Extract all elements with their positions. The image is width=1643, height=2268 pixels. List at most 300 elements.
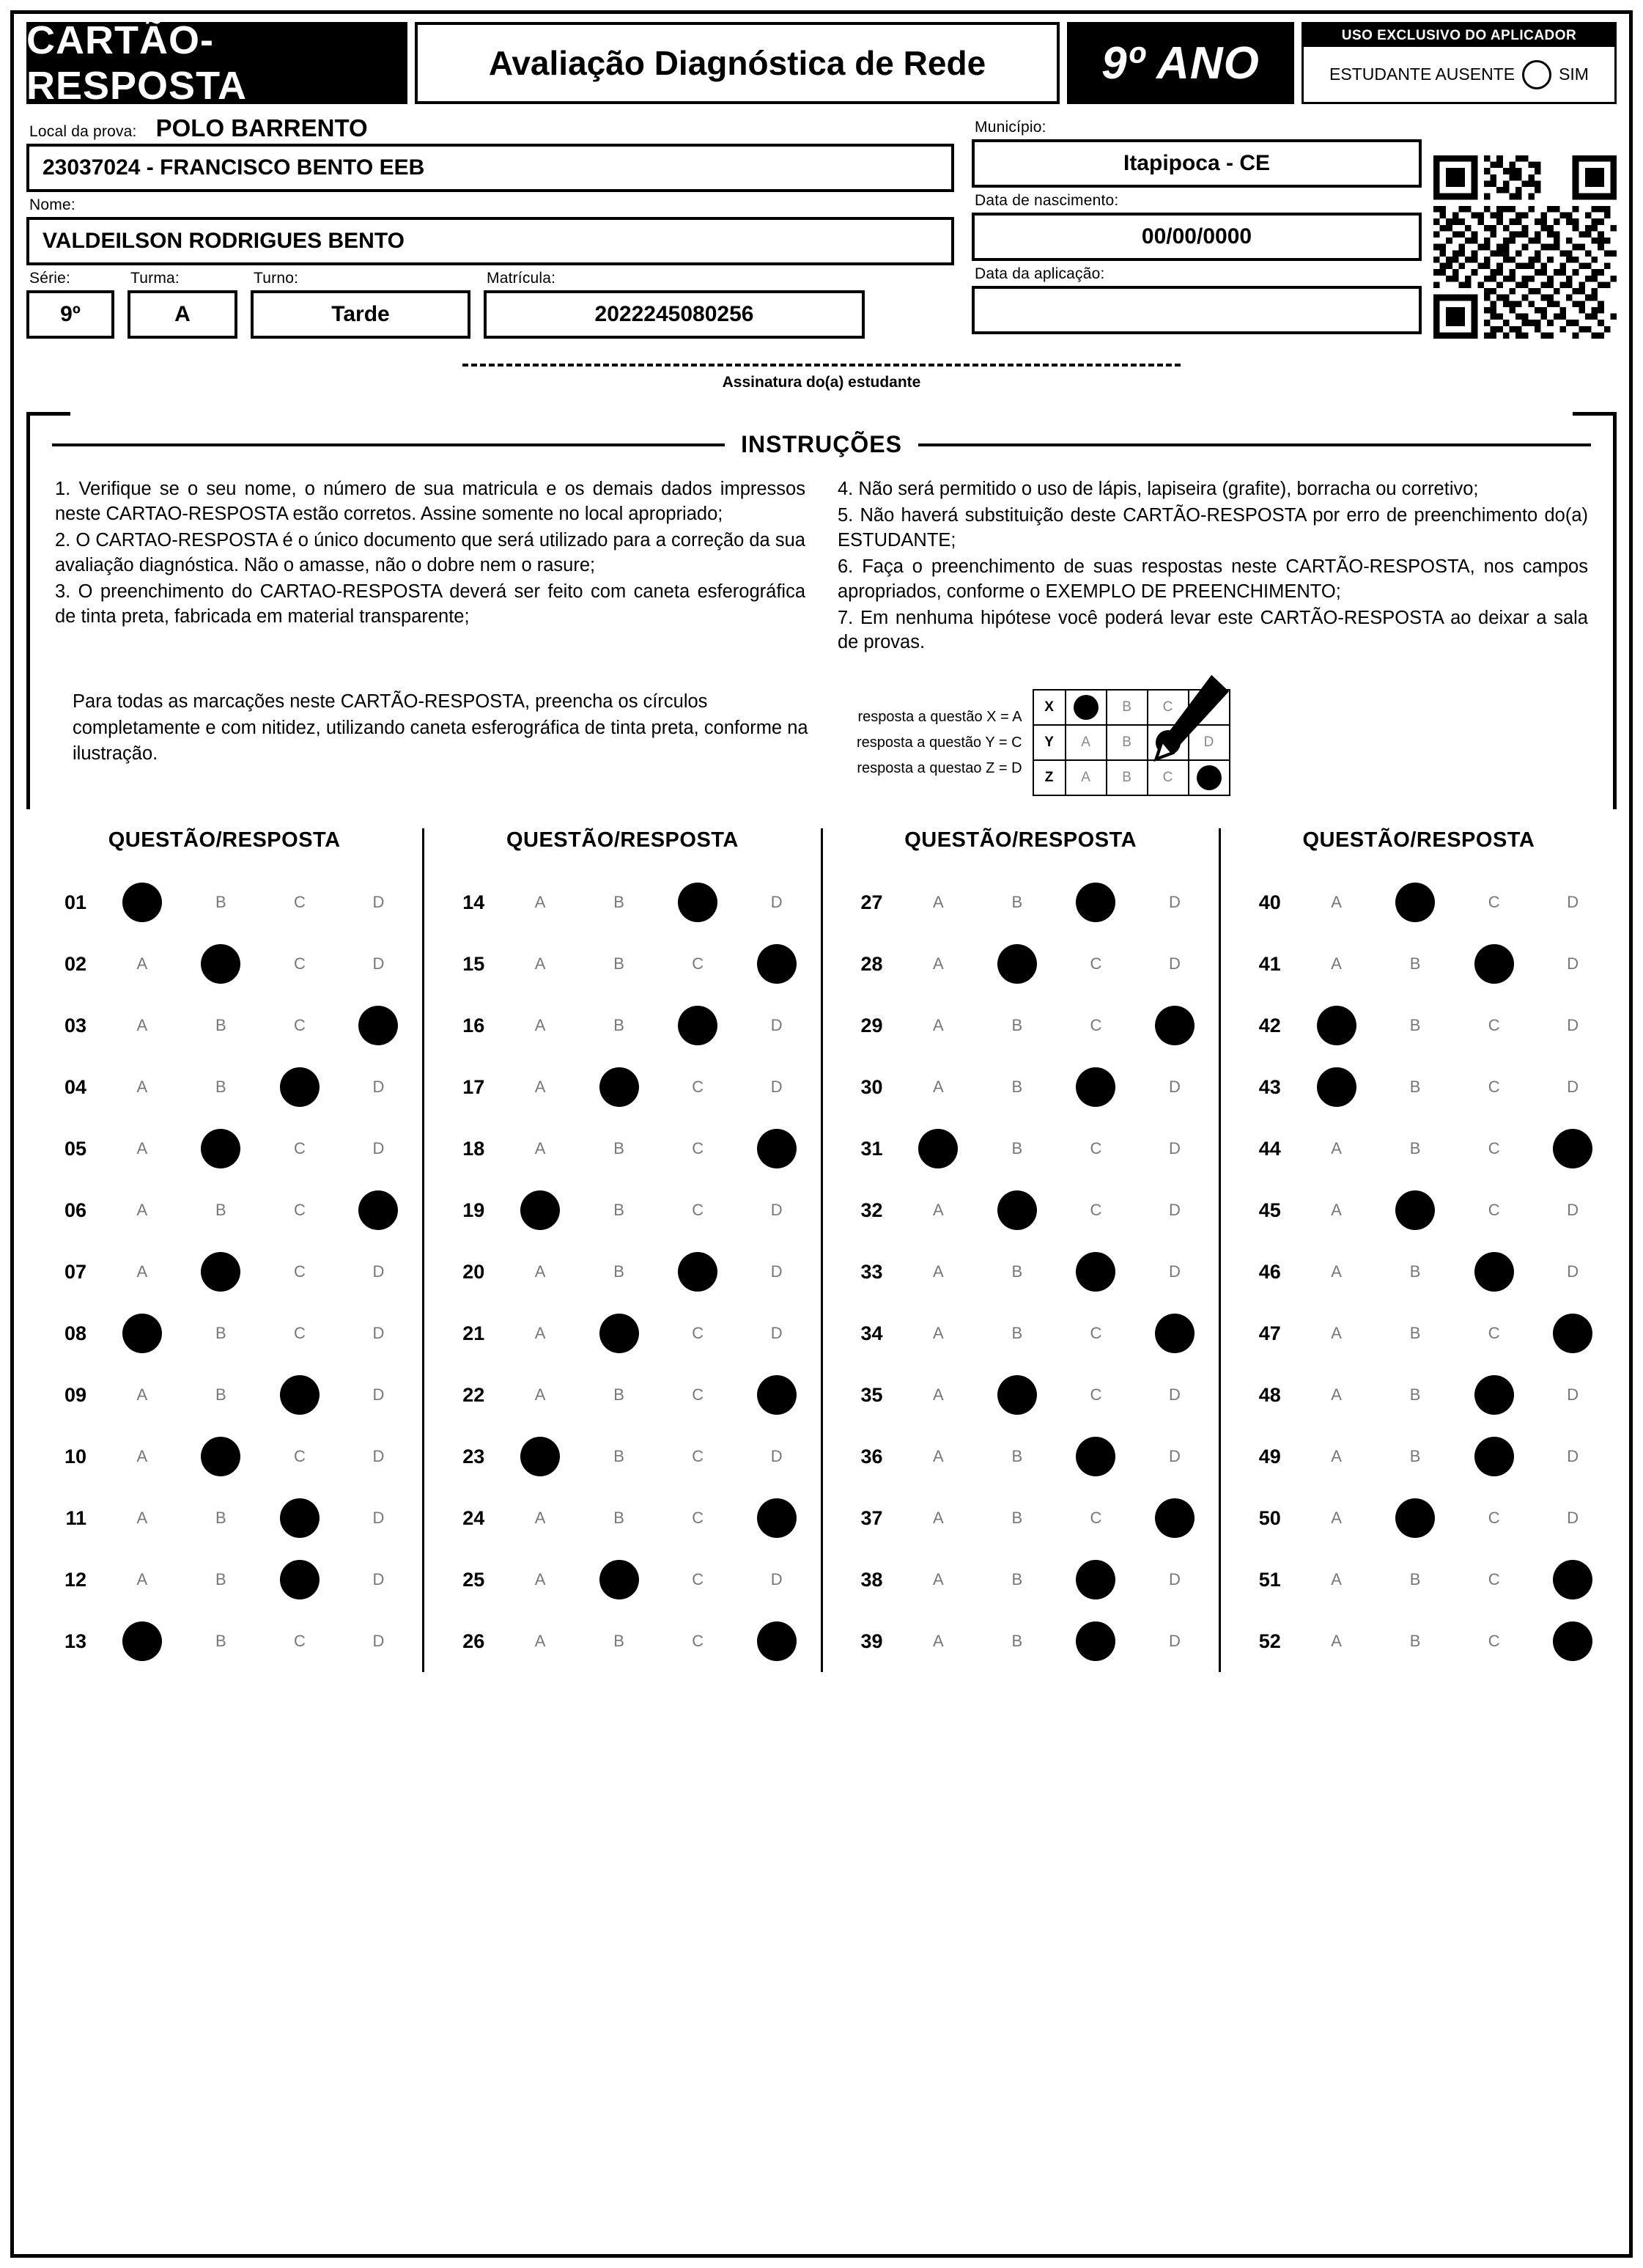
bubble-a[interactable]: A xyxy=(136,1078,148,1097)
example-bubble: A xyxy=(1066,725,1107,760)
question-number: 18 xyxy=(462,1137,485,1160)
bubble-d[interactable] xyxy=(359,1006,397,1045)
bubble-c[interactable]: C xyxy=(293,1201,306,1220)
answer-row xyxy=(429,1241,816,1303)
question-number: 27 xyxy=(860,891,883,913)
bubble-b[interactable]: B xyxy=(215,893,226,912)
bubble-b[interactable] xyxy=(600,1068,638,1106)
bubble-b[interactable]: B xyxy=(215,1570,226,1589)
bubble-d[interactable]: D xyxy=(1169,954,1181,973)
signature-area xyxy=(26,364,1617,391)
bubble-d[interactable]: D xyxy=(770,1016,783,1035)
instructions-rule-right xyxy=(918,443,1591,446)
signature-label: Assinatura do(a) estudante xyxy=(722,374,921,391)
bubble-b[interactable]: B xyxy=(1011,1632,1023,1651)
bubble-d[interactable]: D xyxy=(372,893,385,912)
bubble-c[interactable]: C xyxy=(1090,954,1102,973)
bubble-c[interactable]: C xyxy=(293,893,306,912)
bubble-d[interactable] xyxy=(758,945,796,983)
question-number: 43 xyxy=(1258,1075,1281,1098)
question-number: 37 xyxy=(860,1506,883,1529)
bubble-c[interactable] xyxy=(281,1561,319,1599)
bubble-b[interactable]: B xyxy=(1011,1447,1023,1466)
bubble-b[interactable] xyxy=(1396,883,1434,921)
bubble-c[interactable]: C xyxy=(1488,1570,1500,1589)
bubble-a[interactable] xyxy=(123,1622,161,1660)
bubble-d[interactable]: D xyxy=(1567,1509,1579,1528)
answer-column-2 xyxy=(422,828,820,1672)
bubble-a[interactable]: A xyxy=(932,893,944,912)
bubble-d[interactable] xyxy=(1554,1314,1592,1352)
bubble-c[interactable] xyxy=(1475,1253,1513,1291)
bubble-a[interactable]: A xyxy=(136,1201,148,1220)
bubble-c[interactable]: C xyxy=(692,954,704,973)
bubble-c[interactable]: C xyxy=(692,1078,704,1097)
bubble-d[interactable] xyxy=(359,1191,397,1229)
bubble-d[interactable]: D xyxy=(1169,1385,1181,1404)
bubble-a[interactable]: A xyxy=(1331,954,1342,973)
absent-sim-label: SIM xyxy=(1559,65,1589,84)
bubble-d[interactable]: D xyxy=(1169,893,1181,912)
bubble-b[interactable]: B xyxy=(1409,1447,1421,1466)
question-number: 19 xyxy=(462,1199,485,1221)
bubble-b[interactable]: B xyxy=(1011,1509,1023,1528)
answer-row xyxy=(429,1610,816,1672)
question-number: 26 xyxy=(462,1630,485,1652)
bubble-a[interactable]: A xyxy=(932,1262,944,1281)
turma-label: Turma: xyxy=(130,270,180,287)
bubble-a[interactable] xyxy=(521,1191,559,1229)
bubble-c[interactable]: C xyxy=(1090,1016,1102,1035)
bubble-a[interactable]: A xyxy=(1331,1139,1342,1158)
bubble-b[interactable]: B xyxy=(1011,1016,1023,1035)
bubble-b[interactable] xyxy=(1396,1191,1434,1229)
bubble-a[interactable] xyxy=(919,1130,957,1168)
answer-row xyxy=(429,995,816,1056)
bubble-b[interactable]: B xyxy=(1409,1570,1421,1589)
answer-column-header: QUESTÃO/RESPOSTA xyxy=(108,828,341,853)
answer-row xyxy=(1225,872,1612,933)
bubble-d[interactable]: D xyxy=(770,1447,783,1466)
question-number: 51 xyxy=(1258,1568,1281,1591)
bubble-a[interactable]: A xyxy=(534,1324,546,1343)
bubble-d[interactable]: D xyxy=(770,1201,783,1220)
bubble-c[interactable]: C xyxy=(1090,1201,1102,1220)
bubble-b[interactable]: B xyxy=(1409,1139,1421,1158)
answer-row xyxy=(31,1179,418,1241)
bubble-d[interactable]: D xyxy=(1567,1262,1579,1281)
bubble-c[interactable]: C xyxy=(1488,1509,1500,1528)
bubble-b[interactable] xyxy=(600,1561,638,1599)
bubble-c[interactable]: C xyxy=(293,1324,306,1343)
answer-column-header: QUESTÃO/RESPOSTA xyxy=(506,828,739,853)
bubble-b[interactable] xyxy=(202,1437,240,1476)
answer-row xyxy=(827,1056,1214,1118)
bubble-c[interactable] xyxy=(1077,883,1115,921)
nascimento-label: Data de nascimento: xyxy=(975,192,1119,209)
bubble-b[interactable] xyxy=(1396,1499,1434,1537)
cartao-resposta-title: CARTÃO-RESPOSTA xyxy=(26,22,407,104)
bubble-a[interactable]: A xyxy=(1331,1262,1342,1281)
bubble-b[interactable] xyxy=(202,945,240,983)
bubble-d[interactable] xyxy=(1554,1622,1592,1660)
bubble-d[interactable]: D xyxy=(770,1262,783,1281)
student-name-box: VALDEILSON RODRIGUES BENTO xyxy=(26,217,954,265)
answer-row xyxy=(429,1118,816,1179)
bubble-b[interactable]: B xyxy=(1011,1262,1023,1281)
bubble-a[interactable] xyxy=(1318,1006,1356,1045)
answer-row xyxy=(827,995,1214,1056)
bubble-b[interactable] xyxy=(202,1130,240,1168)
answer-row xyxy=(31,1241,418,1303)
answer-row xyxy=(31,1610,418,1672)
bubble-a[interactable]: A xyxy=(932,1447,944,1466)
bubble-c[interactable]: C xyxy=(1090,1509,1102,1528)
bubble-d[interactable]: D xyxy=(372,1262,385,1281)
bubble-a[interactable]: A xyxy=(534,1632,546,1651)
instruction-item: 4. Não será permitido o uso de lápis, lapiseira (grafite), borracha ou corretivo; xyxy=(838,479,1479,499)
answer-row xyxy=(429,1179,816,1241)
bubble-c[interactable] xyxy=(281,1499,319,1537)
instruction-item: 5. Não haverá substituição deste CARTÃO-RESPOSTA por erro de preenchimento do(a) ESTUDANTE; xyxy=(838,504,1588,551)
question-number: 29 xyxy=(860,1014,883,1037)
bubble-d[interactable]: D xyxy=(1567,1447,1579,1466)
question-number: 24 xyxy=(462,1506,485,1529)
bubble-d[interactable]: D xyxy=(372,954,385,973)
bubble-c[interactable] xyxy=(679,1006,717,1045)
bubble-a[interactable]: A xyxy=(1331,1385,1342,1404)
bubble-a[interactable]: A xyxy=(136,1570,148,1589)
bubble-a[interactable]: A xyxy=(932,1201,944,1220)
answer-row xyxy=(31,1364,418,1426)
bubble-b[interactable]: B xyxy=(1011,1139,1023,1158)
bubble-d[interactable]: D xyxy=(770,1570,783,1589)
bubble-a[interactable]: A xyxy=(136,954,148,973)
answer-row xyxy=(429,1303,816,1364)
bubble-b[interactable] xyxy=(998,1376,1036,1414)
signature-line[interactable] xyxy=(462,364,1181,367)
bubble-c[interactable]: C xyxy=(1488,1201,1500,1220)
bubble-d[interactable]: D xyxy=(372,1385,385,1404)
bubble-a[interactable]: A xyxy=(136,1385,148,1404)
answer-row xyxy=(827,1487,1214,1549)
bubble-c[interactable]: C xyxy=(293,1632,306,1651)
bubble-d[interactable]: D xyxy=(1567,1016,1579,1035)
instructions-column-right xyxy=(838,477,1588,657)
example-row-label: Y xyxy=(1033,725,1066,760)
example-line: resposta a questão Y = C xyxy=(857,734,1022,751)
bubble-d[interactable] xyxy=(1156,1314,1194,1352)
bubble-c[interactable]: C xyxy=(692,1632,704,1651)
grade-badge: 9º ANO xyxy=(1067,22,1294,104)
answer-row xyxy=(1225,1241,1612,1303)
answer-column-4 xyxy=(1219,828,1617,1672)
bubble-d[interactable]: D xyxy=(1567,893,1579,912)
bubble-c[interactable]: C xyxy=(1488,1016,1500,1035)
bubble-a[interactable]: A xyxy=(136,1447,148,1466)
bubble-c[interactable]: C xyxy=(692,1139,704,1158)
bubble-c[interactable] xyxy=(1475,1376,1513,1414)
bubble-d[interactable] xyxy=(1156,1006,1194,1045)
bubble-c[interactable]: C xyxy=(692,1570,704,1589)
local-label: Local da prova: xyxy=(29,123,137,140)
bubble-c[interactable]: C xyxy=(1488,893,1500,912)
bubble-c[interactable] xyxy=(1077,1437,1115,1476)
bubble-b[interactable] xyxy=(998,945,1036,983)
bubble-a[interactable]: A xyxy=(534,954,546,973)
bubble-c[interactable]: C xyxy=(692,1509,704,1528)
answer-row xyxy=(429,1056,816,1118)
bubble-a[interactable]: A xyxy=(534,1570,546,1589)
bubble-c[interactable] xyxy=(1077,1622,1115,1660)
bubble-c[interactable]: C xyxy=(1090,1385,1102,1404)
bubble-a[interactable]: A xyxy=(932,1324,944,1343)
question-number: 20 xyxy=(462,1260,485,1283)
question-number: 10 xyxy=(64,1445,86,1468)
bubble-a[interactable]: A xyxy=(1331,893,1342,912)
question-number: 36 xyxy=(860,1445,883,1468)
bubble-c[interactable]: C xyxy=(692,1385,704,1404)
bubble-d[interactable]: D xyxy=(372,1139,385,1158)
bubble-c[interactable] xyxy=(1077,1068,1115,1106)
bubble-b[interactable]: B xyxy=(1409,1632,1421,1651)
question-number: 33 xyxy=(860,1260,883,1283)
bubble-b[interactable]: B xyxy=(613,893,624,912)
bubble-b[interactable]: B xyxy=(613,954,624,973)
bubble-a[interactable]: A xyxy=(1331,1509,1342,1528)
bubble-a[interactable]: A xyxy=(534,1262,546,1281)
bubble-d[interactable]: D xyxy=(1567,1201,1579,1220)
bubble-d[interactable]: D xyxy=(1169,1570,1181,1589)
bubble-c[interactable]: C xyxy=(293,1262,306,1281)
bubble-c[interactable] xyxy=(281,1068,319,1106)
applicator-title: USO EXCLUSIVO DO APLICADOR xyxy=(1304,24,1614,47)
bubble-d[interactable]: D xyxy=(1567,954,1579,973)
answer-row xyxy=(429,1364,816,1426)
bubble-c[interactable]: C xyxy=(1090,1139,1102,1158)
bubble-c[interactable]: C xyxy=(293,1139,306,1158)
bubble-a[interactable]: A xyxy=(534,1078,546,1097)
bubble-b[interactable]: B xyxy=(215,1078,226,1097)
example-bubble: B xyxy=(1107,725,1148,760)
bubble-d[interactable] xyxy=(758,1499,796,1537)
bubble-a[interactable]: A xyxy=(932,1016,944,1035)
bubble-d[interactable]: D xyxy=(372,1447,385,1466)
school-box: 23037024 - FRANCISCO BENTO EEB xyxy=(26,144,954,192)
bubble-c[interactable] xyxy=(1475,1437,1513,1476)
bubble-b[interactable]: B xyxy=(1409,1385,1421,1404)
bubble-b[interactable]: B xyxy=(1011,1078,1023,1097)
instructions-column-left xyxy=(55,477,805,657)
bubble-d[interactable]: D xyxy=(1169,1632,1181,1651)
bubble-c[interactable] xyxy=(679,1253,717,1291)
answer-row xyxy=(31,1549,418,1610)
answer-row xyxy=(1225,933,1612,995)
bubble-c[interactable]: C xyxy=(1488,1324,1500,1343)
bubble-a[interactable]: A xyxy=(1331,1632,1342,1651)
example-bubble: A xyxy=(1066,760,1107,795)
bubble-d[interactable] xyxy=(1554,1561,1592,1599)
question-number: 21 xyxy=(462,1322,485,1344)
question-number: 40 xyxy=(1258,891,1281,913)
bubble-c[interactable]: C xyxy=(692,1447,704,1466)
bubble-a[interactable]: A xyxy=(136,1016,148,1035)
bubble-b[interactable] xyxy=(600,1314,638,1352)
bubble-a[interactable]: A xyxy=(136,1509,148,1528)
bubble-b[interactable] xyxy=(202,1253,240,1291)
bubble-d[interactable]: D xyxy=(1169,1447,1181,1466)
bubble-d[interactable]: D xyxy=(372,1632,385,1651)
bubble-d[interactable] xyxy=(758,1130,796,1168)
example-bubble: B xyxy=(1107,760,1148,795)
example-line: resposta a questão X = A xyxy=(857,708,1022,725)
bubble-d[interactable] xyxy=(758,1622,796,1660)
bubble-b[interactable]: B xyxy=(215,1201,226,1220)
bubble-d[interactable]: D xyxy=(1169,1078,1181,1097)
bubble-b[interactable]: B xyxy=(613,1447,624,1466)
bubble-c[interactable] xyxy=(281,1376,319,1414)
question-number: 44 xyxy=(1258,1137,1281,1160)
bubble-d[interactable]: D xyxy=(1567,1078,1579,1097)
bubble-b[interactable]: B xyxy=(215,1016,226,1035)
bubble-b[interactable]: B xyxy=(613,1139,624,1158)
bubble-d[interactable]: D xyxy=(770,893,783,912)
bubble-b[interactable]: B xyxy=(1409,1324,1421,1343)
bubble-c[interactable] xyxy=(1077,1253,1115,1291)
answer-row xyxy=(827,1303,1214,1364)
bubble-c[interactable]: C xyxy=(692,1324,704,1343)
bubble-d[interactable] xyxy=(758,1376,796,1414)
question-number: 30 xyxy=(860,1075,883,1098)
bubble-a[interactable]: A xyxy=(932,1078,944,1097)
question-number: 28 xyxy=(860,952,883,975)
document-header xyxy=(26,18,1617,108)
bubble-c[interactable]: C xyxy=(293,1447,306,1466)
bubble-a[interactable]: A xyxy=(534,893,546,912)
bubble-b[interactable] xyxy=(998,1191,1036,1229)
bubble-b[interactable]: B xyxy=(1011,893,1023,912)
bubble-b[interactable]: B xyxy=(215,1632,226,1651)
bubble-b[interactable]: B xyxy=(613,1632,624,1651)
turma-box: A xyxy=(128,290,237,339)
bubble-a[interactable]: A xyxy=(932,954,944,973)
bubble-b[interactable]: B xyxy=(1011,1324,1023,1343)
bubble-d[interactable] xyxy=(1156,1499,1194,1537)
bubble-b[interactable]: B xyxy=(215,1509,226,1528)
bubble-c[interactable]: C xyxy=(1090,1324,1102,1343)
bubble-d[interactable]: D xyxy=(372,1324,385,1343)
bubble-b[interactable]: B xyxy=(613,1509,624,1528)
instruction-item: 3. O preenchimento do CARTAO-RESPOSTA deverá ser feito com caneta esferográfica de tinta preta, fabricada em material transparente; xyxy=(55,581,805,627)
bubble-d[interactable]: D xyxy=(770,1324,783,1343)
bubble-d[interactable]: D xyxy=(770,1078,783,1097)
bubble-a[interactable]: A xyxy=(1331,1447,1342,1466)
question-number: 17 xyxy=(462,1075,485,1098)
bubble-a[interactable] xyxy=(123,1314,161,1352)
bubble-c[interactable] xyxy=(1077,1561,1115,1599)
bubble-b[interactable]: B xyxy=(1409,1262,1421,1281)
bubble-a[interactable]: A xyxy=(534,1139,546,1158)
bubble-a[interactable] xyxy=(1318,1068,1356,1106)
question-number: 38 xyxy=(860,1568,883,1591)
birthdate-box: 00/00/0000 xyxy=(972,213,1422,261)
bubble-d[interactable]: D xyxy=(1169,1139,1181,1158)
bubble-a[interactable]: A xyxy=(1331,1324,1342,1343)
question-number: 16 xyxy=(462,1014,485,1037)
bubble-b[interactable]: B xyxy=(1409,1016,1421,1035)
bubble-b[interactable]: B xyxy=(1011,1570,1023,1589)
bubble-b[interactable]: B xyxy=(613,1262,624,1281)
answer-row xyxy=(31,872,418,933)
bubble-c[interactable]: C xyxy=(293,954,306,973)
exam-title: Avaliação Diagnóstica de Rede xyxy=(415,22,1060,104)
bubble-a[interactable]: A xyxy=(1331,1201,1342,1220)
bubble-a[interactable]: A xyxy=(136,1262,148,1281)
bubble-a[interactable]: A xyxy=(1331,1570,1342,1589)
answer-row xyxy=(827,1118,1214,1179)
bubble-a[interactable]: A xyxy=(932,1385,944,1404)
bubble-d[interactable]: D xyxy=(372,1078,385,1097)
bubble-b[interactable]: B xyxy=(1409,954,1421,973)
bubble-b[interactable]: B xyxy=(215,1324,226,1343)
question-number: 52 xyxy=(1258,1630,1281,1652)
bubble-d[interactable]: D xyxy=(372,1570,385,1589)
bubble-a[interactable]: A xyxy=(932,1509,944,1528)
bubble-c[interactable]: C xyxy=(1488,1139,1500,1158)
bubble-a[interactable]: A xyxy=(136,1139,148,1158)
answer-row xyxy=(429,1426,816,1487)
bubble-d[interactable]: D xyxy=(372,1509,385,1528)
bubble-d[interactable] xyxy=(1554,1130,1592,1168)
answer-row xyxy=(429,1487,816,1549)
bubble-c[interactable] xyxy=(679,883,717,921)
question-number: 04 xyxy=(64,1075,86,1098)
question-number: 09 xyxy=(64,1383,86,1406)
instructions-title: INSTRUÇÕES xyxy=(741,431,902,457)
turno-box: Tarde xyxy=(251,290,470,339)
bubble-c[interactable]: C xyxy=(1488,1078,1500,1097)
bubble-a[interactable] xyxy=(123,883,161,921)
bubble-a[interactable]: A xyxy=(534,1385,546,1404)
bubble-d[interactable]: D xyxy=(1169,1201,1181,1220)
question-number: 50 xyxy=(1258,1506,1281,1529)
serie-label: Série: xyxy=(29,270,71,287)
bubble-a[interactable]: A xyxy=(932,1632,944,1651)
bubble-a[interactable]: A xyxy=(534,1016,546,1035)
instruction-item: 7. Em nenhuma hipótese você poderá levar este CARTÃO-RESPOSTA ao deixar a sala de provas. xyxy=(838,607,1588,653)
answer-row xyxy=(827,1426,1214,1487)
bubble-c[interactable]: C xyxy=(692,1201,704,1220)
bubble-b[interactable]: B xyxy=(613,1201,624,1220)
question-number: 25 xyxy=(462,1568,485,1591)
serie-box: 9º xyxy=(26,290,114,339)
bubble-c[interactable]: C xyxy=(1488,1632,1500,1651)
bubble-a[interactable] xyxy=(521,1437,559,1476)
bubble-d[interactable]: D xyxy=(1169,1262,1181,1281)
bubble-a[interactable]: A xyxy=(534,1509,546,1528)
bubble-b[interactable]: B xyxy=(1409,1078,1421,1097)
bubble-c[interactable]: C xyxy=(293,1016,306,1035)
absent-student-bubble[interactable] xyxy=(1522,60,1551,89)
bubble-c[interactable] xyxy=(1475,945,1513,983)
instruction-item: 6. Faça o preenchimento de suas respostas neste CARTÃO-RESPOSTA, nos campos apropriados, conforme o EXEMPLO DE PREENCHIMENTO; xyxy=(838,556,1588,602)
bubble-b[interactable]: B xyxy=(613,1385,624,1404)
question-number: 15 xyxy=(462,952,485,975)
bubble-b[interactable]: B xyxy=(613,1016,624,1035)
bubble-a[interactable]: A xyxy=(932,1570,944,1589)
bubble-b[interactable]: B xyxy=(215,1385,226,1404)
bubble-d[interactable]: D xyxy=(1567,1385,1579,1404)
